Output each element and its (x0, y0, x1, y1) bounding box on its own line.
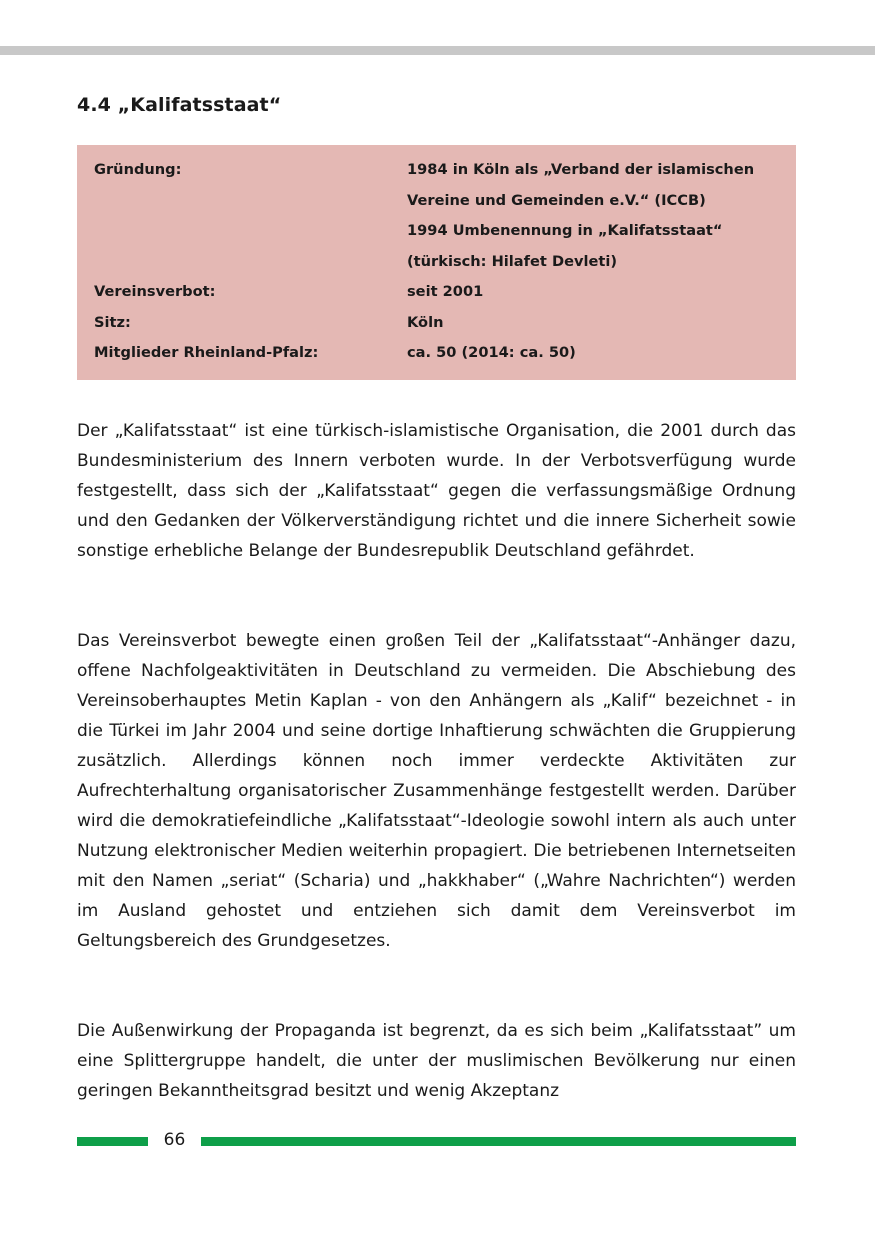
fact-value: (türkisch: Hilafet Devleti) (407, 252, 618, 270)
fact-label: Mitglieder Rheinland-Pfalz: (94, 344, 319, 361)
fact-value: 1984 in Köln als „Verband der islamischen (407, 161, 755, 178)
fact-row-founding-cont (94, 186, 796, 217)
fact-value: Vereine und Gemeinden e.V.“ (ICCB) (407, 191, 706, 209)
fact-label (94, 247, 407, 278)
fact-row-founding (94, 155, 796, 186)
body-paragraph-1: Der „Kalifatsstaat“ ist eine türkisch-islamistische Organisation, die 2001 durch das Bundesministerium des Innern verboten wurde. In der Verbotsverfügung wurde festgestellt, dass sich der „Kalifatsstaat“ gegen die verfassungsmäßige Ordnung und den Gedanken der Völkerverständigung richtet und die innere Sicherheit sowie sonstige erhebliche Belange der Bundesrepublik Deutschland gefährdet. (77, 421, 796, 561)
header-rule (0, 46, 875, 55)
fact-row-ban (94, 277, 796, 308)
page-number: 66 (163, 1130, 186, 1150)
fact-box (77, 145, 796, 380)
footer-bar-left (77, 1137, 148, 1146)
fact-label: Vereinsverbot: (94, 283, 216, 300)
fact-row-seat (94, 308, 796, 339)
footer-bar-right (201, 1137, 796, 1146)
fact-label: Sitz: (94, 313, 131, 331)
fact-value: Köln (407, 313, 444, 331)
fact-row-members (94, 338, 796, 369)
fact-row-turkish-name (94, 247, 796, 278)
fact-label: Gründung: (94, 161, 182, 178)
fact-value: ca. 50 (2014: ca. 50) (407, 344, 576, 361)
body-paragraph-2: Das Vereinsverbot bewegte einen großen Teil der „Kalifatsstaat“-Anhänger dazu, offene Nachfolgeaktivitäten in Deutschland zu vermeiden. Die Abschiebung des Vereinsoberhauptes Metin Kaplan - von den Anhängern als „Kalif“ bezeichnet - in die Türkei im Jahr 2004 und seine dortige Inhaftierung schwächten die Gruppierung zusätzlich. Allerdings können noch immer verdeckte Aktivitäten zur Aufrechterhaltung organisatorischer Zusammenhänge festgestellt werden. Darüber wird die demokratiefeindliche „Kalifatsstaat“-Ideologie sowohl intern als auch unter Nutzung elektronischer Medien weiterhin propagiert. Die betriebenen Internetseiten mit den Namen „seriat“ (Scharia) und „hakkhaber“ („Wahre Nachrichten“) werden im Ausland gehostet und entziehen sich damit dem Vereinsverbot im Geltungsbereich des Grundgesetzes. (77, 631, 796, 951)
fact-value: seit 2001 (407, 283, 484, 300)
fact-value: 1994 Umbenennung in „Kalifatsstaat“ (407, 222, 723, 239)
body-paragraph-3: Die Außenwirkung der Propaganda ist begrenzt, da es sich beim „Kalifatsstaat” um eine Splittergruppe handelt, die unter der muslimischen Bevölkerung nur einen geringen Bekanntheitsgrad besitzt und wenig Akzeptanz (77, 1021, 796, 1101)
fact-label (94, 186, 407, 217)
fact-label (94, 216, 407, 247)
fact-row-renaming (94, 216, 796, 247)
section-title: 4.4 „Kalifatsstaat“ (77, 94, 282, 116)
